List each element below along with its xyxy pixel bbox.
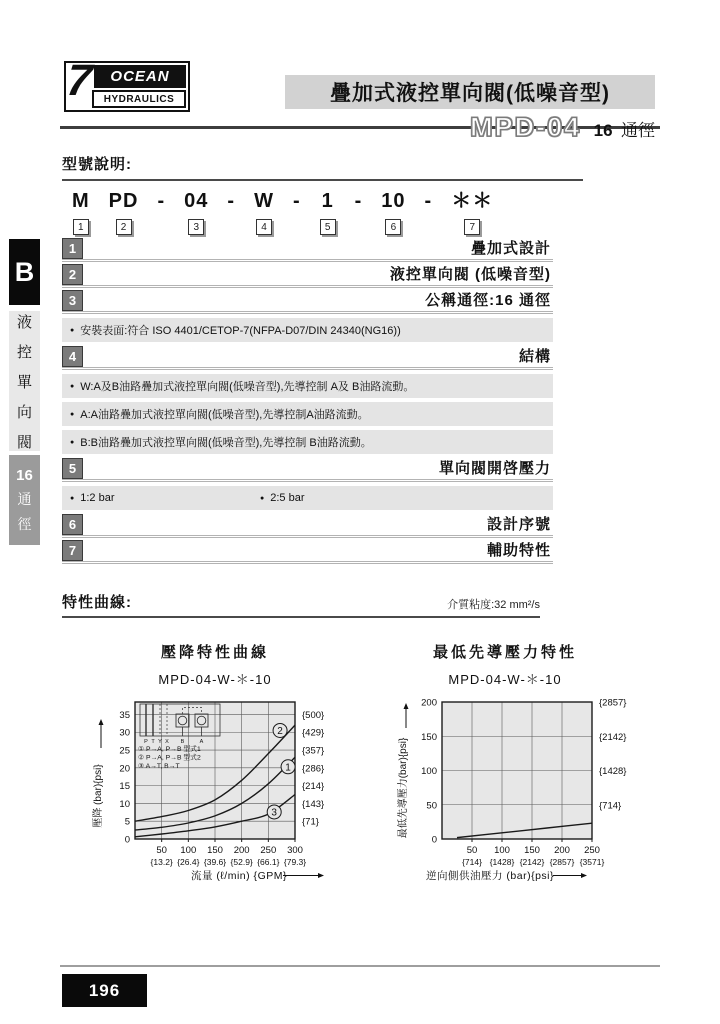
y-tick-label: 20 <box>119 763 130 775</box>
x-tick-gpm-label: {66.1} <box>257 857 280 867</box>
x-tick-label: 150 <box>207 845 223 856</box>
y-tick-label: 30 <box>119 727 130 739</box>
y-tick-label: 25 <box>119 745 130 757</box>
curve-label-number: 3 <box>271 807 277 819</box>
footer-rule <box>60 965 660 967</box>
y-tick-psi-label: {429} <box>302 727 325 739</box>
note-text: 2:5 bar <box>270 492 305 504</box>
x-tick-label: 50 <box>466 845 478 856</box>
note-bar <box>62 486 553 510</box>
x-tick-gpm-label: {26.4} <box>177 857 200 867</box>
logo-seven: 7 <box>64 56 95 105</box>
note-bar <box>62 318 553 342</box>
pilot-pressure-chart-block <box>390 641 670 894</box>
code-position-box: 1 <box>73 219 89 235</box>
code-token-text: 04 <box>184 190 209 212</box>
sidebar-category-label <box>9 311 40 451</box>
code-position-box: 5 <box>320 219 336 235</box>
logo-ocean-text: OCEAN <box>110 68 170 85</box>
model-code-token <box>254 190 274 235</box>
sidebar-size-number: 16 <box>16 466 33 484</box>
code-token-text: - <box>292 190 301 212</box>
model-size: 16 <box>593 121 613 140</box>
model-code-token <box>184 190 208 235</box>
x-tick-label: 150 <box>524 845 540 856</box>
sidebar-size-label <box>9 455 40 545</box>
viscosity-note: 介質粘度:32 mm²/s <box>447 599 540 611</box>
y-tick-label: 100 <box>421 766 437 777</box>
feature-title: 輔助特性 <box>486 542 551 559</box>
y-tick-psi-label: {714} <box>599 800 622 812</box>
code-token-text: 10 <box>381 190 406 212</box>
y-axis-title: 最低先導壓力(bar){psi} <box>398 737 409 839</box>
model-section-rule <box>62 179 583 181</box>
y-tick-label: 0 <box>124 834 130 846</box>
y-tick-psi-label: {214} <box>302 781 325 793</box>
y-axis-arrowhead <box>404 703 409 709</box>
x-tick-label: 100 <box>180 845 197 856</box>
model-code-token <box>72 190 90 235</box>
y-tick-label: 10 <box>119 798 130 810</box>
y-tick-psi-label: {71} <box>302 816 319 828</box>
feature-title: 設計序號 <box>486 516 551 533</box>
x-tick-label: 50 <box>156 845 167 856</box>
sidebar-category-char: 控 <box>16 343 32 361</box>
note-item <box>260 492 304 504</box>
y-tick-label: 5 <box>124 816 130 828</box>
note-bar <box>62 402 553 426</box>
page-title: 疊加式液控單向閥(低噪音型) <box>330 82 610 105</box>
chart1-title: 壓降特性曲線 <box>160 644 269 661</box>
y-tick-label: 15 <box>119 781 130 793</box>
y-tick-psi-label: {143} <box>302 798 325 810</box>
note-item <box>70 322 401 338</box>
port-label: P <box>144 739 148 745</box>
x-tick-label: 250 <box>260 845 277 856</box>
feature-number-badge: 5 <box>62 458 83 479</box>
model-code-row <box>62 190 583 235</box>
port-label: X <box>165 739 169 745</box>
x-tick-label: 250 <box>584 845 600 856</box>
x-tick-gpm-label: {13.2} <box>150 857 173 867</box>
sidebar-category-char: 向 <box>16 403 32 421</box>
feature-row <box>62 346 553 370</box>
feature-row <box>62 514 553 538</box>
x-tick-gpm-label: {39.6} <box>203 857 227 867</box>
model-size-unit: 通徑 <box>621 121 655 140</box>
feature-number-badge: 3 <box>62 290 83 311</box>
sidebar-category-char: 液 <box>16 313 32 331</box>
bullet-icon: ● <box>70 382 75 390</box>
model-code-token <box>381 190 405 235</box>
x-tick-label: 200 <box>554 845 570 856</box>
x-axis-title: 流量 (ℓ/min) {GPM} <box>191 870 287 882</box>
feature-row <box>62 238 553 262</box>
model-code-token <box>293 190 301 212</box>
model-section-heading: 型號說明: <box>62 156 132 173</box>
curves-heading: 特性曲線: <box>62 594 132 611</box>
sidebar-category-char: 單 <box>16 373 32 391</box>
note-text: 1:2 bar <box>80 492 115 504</box>
x-tick-gpm-label: {52.9} <box>230 857 253 867</box>
y-tick-psi-label: {357} <box>302 745 325 757</box>
legend-item: ① P→A, P→B 型式1 <box>138 746 201 753</box>
model-code-token <box>157 190 165 212</box>
note-text: 安裝表面:符合 ISO 4401/CETOP-7(NFPA-D07/DIN 24340(NG16)) <box>80 325 401 337</box>
note-bar <box>62 374 553 398</box>
model-code-token <box>109 190 139 235</box>
code-token-text: ＊＊ <box>451 190 494 212</box>
page-title-bar <box>285 75 655 109</box>
pilot-pressure-chart <box>390 696 670 894</box>
model-code-token <box>355 190 363 212</box>
model-code-token <box>227 190 235 212</box>
code-position-box: 7 <box>464 219 480 235</box>
note-text: B:B油路疊加式液控單向閥(低噪音型),先導控制 B油路流動。 <box>80 437 372 449</box>
port-label: T <box>151 739 155 745</box>
y-tick-psi-label: {286} <box>302 763 325 775</box>
curve-label-number: 1 <box>285 762 291 774</box>
chart1-subtitle: MPD-04-W-＊-10 <box>158 672 272 687</box>
note-item <box>70 378 414 394</box>
model-designation <box>0 112 655 143</box>
bullet-icon: ● <box>70 438 75 446</box>
port-label: B <box>180 739 185 745</box>
curves-rule <box>62 616 540 618</box>
feature-title: 公稱通徑:16 通徑 <box>425 292 551 309</box>
feature-sections <box>62 238 553 566</box>
y-tick-label: 50 <box>426 800 437 812</box>
x-tick-label: 100 <box>494 845 510 856</box>
code-position-box: 6 <box>385 219 401 235</box>
code-token-text: 1 <box>321 190 334 212</box>
model-code-outline: MPD-04 <box>470 112 582 142</box>
x-axis-arrowhead <box>318 873 324 878</box>
code-token-text: M <box>72 190 90 212</box>
model-code-token <box>425 190 433 212</box>
code-token-text: - <box>354 190 363 212</box>
code-token-text: - <box>424 190 433 212</box>
y-tick-label: 35 <box>119 709 130 721</box>
model-code-token <box>451 190 493 235</box>
x-tick-gpm-label: {1428} <box>489 857 515 867</box>
feature-title: 疊加式設計 <box>470 240 551 257</box>
code-token-text: W <box>254 190 274 212</box>
y-axis-arrowhead <box>99 719 104 725</box>
legend-item: ③ A→T, B→T <box>138 763 180 770</box>
model-code-token <box>320 190 336 235</box>
y-tick-psi-label: {1428} <box>599 766 627 777</box>
feature-title: 單向閥開啓壓力 <box>438 460 551 477</box>
x-tick-label: 200 <box>233 845 250 856</box>
y-tick-psi-label: {500} <box>302 709 325 721</box>
bullet-icon: ● <box>70 494 75 502</box>
code-token-text: - <box>157 190 166 212</box>
y-axis-title: 壓降 (bar){psi} <box>93 764 104 828</box>
feature-title: 液控單向閥 (低噪音型) <box>389 266 551 283</box>
sidebar-size-char: 徑 <box>17 515 32 532</box>
x-tick-gpm-label: {2857} <box>549 857 575 867</box>
pressure-drop-chart-block <box>85 641 385 894</box>
model-number-section <box>62 153 583 235</box>
code-position-box: 4 <box>256 219 272 235</box>
feature-row <box>62 458 553 482</box>
y-tick-psi-label: {2857} <box>599 697 627 709</box>
curves-section-header <box>62 591 540 618</box>
x-tick-gpm-label: {79.3} <box>283 857 307 867</box>
feature-row <box>62 290 553 314</box>
note-item <box>70 406 369 422</box>
sidebar-size-char: 通 <box>17 490 32 507</box>
feature-number-badge: 6 <box>62 514 83 535</box>
bullet-icon: ● <box>70 326 75 334</box>
code-position-box: 3 <box>188 219 204 235</box>
x-tick-gpm-label: {2142} <box>519 857 545 867</box>
logo-hydraulics-text: HYDRAULICS <box>92 90 186 108</box>
x-tick-gpm-label: {3571} <box>579 857 605 867</box>
sidebar-category-char: 閥 <box>16 433 32 451</box>
feature-number-badge: 7 <box>62 540 83 561</box>
note-text: A:A油路疊加式液控單向閥(低噪音型),先導控制A油路流動。 <box>80 409 369 421</box>
chart2-title: 最低先導壓力特性 <box>432 644 577 661</box>
note-item <box>70 492 260 504</box>
y-tick-label: 200 <box>421 697 437 709</box>
feature-number-badge: 1 <box>62 238 83 259</box>
legend-item: ② P→A, P→B 型式2 <box>138 754 201 762</box>
y-tick-label: 0 <box>431 834 437 846</box>
sidebar-section-tab: B <box>9 239 40 305</box>
note-text: W:A及B油路疊加式液控單向閥(低噪音型),先導控制 A及 B油路流動。 <box>80 381 415 393</box>
company-logo <box>64 56 190 112</box>
code-position-box: 2 <box>116 219 132 235</box>
code-token-text: - <box>227 190 236 212</box>
bullet-icon: ● <box>260 494 265 502</box>
port-label: Y <box>158 739 162 745</box>
y-tick-label: 150 <box>421 731 437 743</box>
port-label: A <box>199 739 204 745</box>
page-number: 196 <box>62 974 147 1007</box>
x-tick-gpm-label: {714} <box>462 857 482 867</box>
bullet-icon: ● <box>70 410 75 418</box>
logo-ocean-box <box>94 65 186 88</box>
x-axis-arrowhead <box>581 873 587 878</box>
curve-label-number: 2 <box>277 725 283 737</box>
code-token-text: PD <box>108 190 139 212</box>
feature-row <box>62 540 553 564</box>
x-axis-title: 逆向側供油壓力 (bar){psi} <box>426 870 555 882</box>
feature-number-badge: 2 <box>62 264 83 285</box>
feature-title: 結構 <box>518 348 551 365</box>
note-item <box>70 434 372 450</box>
note-bar <box>62 430 553 454</box>
feature-number-badge: 4 <box>62 346 83 367</box>
y-tick-psi-label: {2142} <box>599 731 627 743</box>
pressure-drop-chart <box>85 696 385 894</box>
feature-row <box>62 264 553 288</box>
chart2-subtitle: MPD-04-W-＊-10 <box>448 672 562 687</box>
x-tick-label: 300 <box>287 845 303 856</box>
